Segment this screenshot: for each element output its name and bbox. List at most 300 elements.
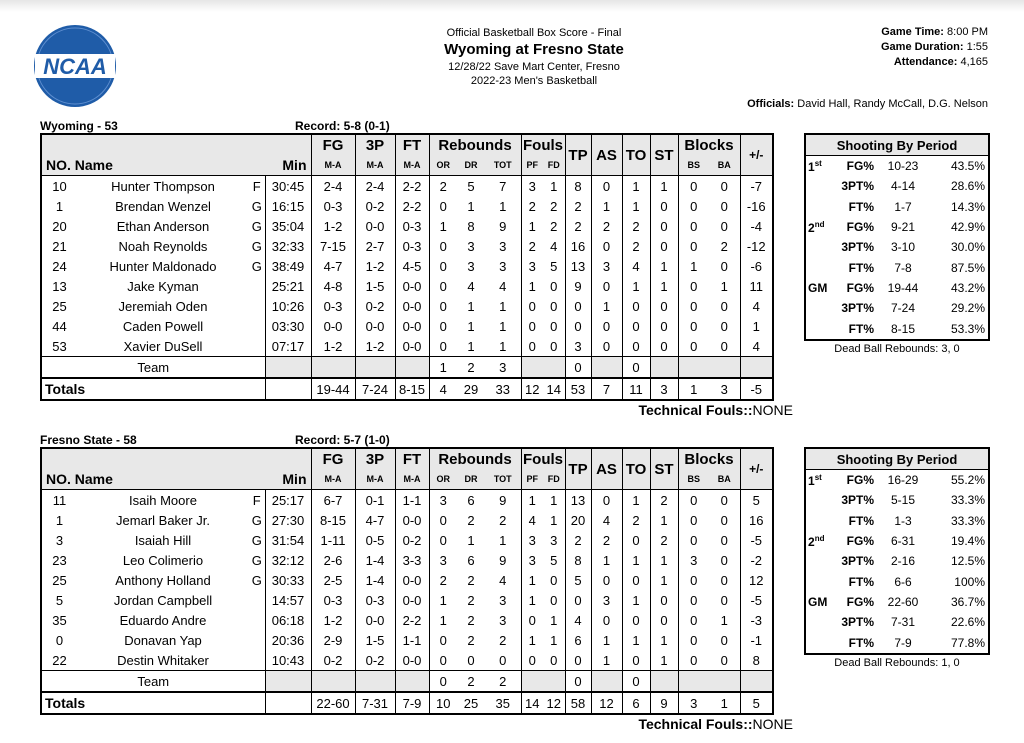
- player-ft: 1-1: [395, 490, 429, 511]
- player-dr: 2: [467, 612, 475, 628]
- player-bs: 0: [678, 316, 709, 336]
- player-as: 0: [591, 276, 622, 296]
- col-header-as: AS: [591, 134, 622, 176]
- player-number: 13: [52, 278, 67, 294]
- col-header-tot: TOT: [485, 469, 521, 490]
- period-stat-label: FT%: [848, 260, 874, 275]
- team-dr: 2: [457, 671, 485, 693]
- player-tp: 0: [565, 590, 591, 610]
- player-fd: 0: [550, 592, 558, 608]
- period-stat-label: FT%: [848, 321, 874, 336]
- player-row: [41, 336, 773, 357]
- player-st: 1: [650, 630, 678, 650]
- player-dr: 5: [467, 178, 475, 194]
- player-dr: 6: [467, 492, 475, 508]
- totals-row: [41, 378, 773, 400]
- totals-pf: 14: [521, 692, 543, 714]
- period-stat-label: 3PT%: [841, 493, 874, 508]
- player-plus-minus: -1: [740, 630, 773, 650]
- player-fd: 2: [550, 198, 558, 214]
- technical-fouls: Technical Fouls::NONE: [638, 716, 793, 732]
- team-record: Record: 5-8 (0-1): [295, 119, 390, 133]
- player-as: 0: [591, 490, 622, 511]
- player-ba: 0: [720, 592, 728, 608]
- player-fd: 0: [550, 298, 558, 314]
- period-stat-label: FG%: [846, 473, 874, 488]
- player-tot: 4: [499, 572, 507, 588]
- player-ba: 1: [720, 278, 728, 294]
- player-3p: 0-2: [355, 196, 395, 216]
- col-header-fouls: Fouls: [521, 448, 565, 469]
- player-fg: 2-9: [311, 630, 355, 650]
- player-plus-minus: 4: [740, 336, 773, 357]
- player-tp: 2: [565, 216, 591, 236]
- player-number: 22: [52, 652, 67, 668]
- period-made-attempted: 2-16: [890, 554, 916, 569]
- player-bs: 3: [678, 550, 709, 570]
- player-ba: 0: [720, 532, 728, 548]
- period-percentage: 43.5%: [950, 159, 985, 174]
- team-header: [40, 433, 792, 447]
- player-or: 0: [429, 196, 457, 216]
- player-or: 2: [429, 176, 457, 197]
- col-header-fd: FD: [543, 155, 565, 176]
- game-title: Wyoming at Fresno State: [444, 41, 624, 58]
- player-tp: 13: [565, 256, 591, 276]
- player-fd: 1: [550, 612, 558, 628]
- period-row: [805, 470, 989, 491]
- totals-tp: 58: [565, 692, 591, 714]
- player-row: [41, 236, 773, 256]
- period-row: [805, 511, 989, 531]
- player-tp: 0: [565, 316, 591, 336]
- player-name: Destin Whitaker: [117, 652, 209, 668]
- player-position: [249, 336, 265, 357]
- player-tot: 0: [499, 652, 507, 668]
- period-row: [805, 197, 989, 217]
- period-label: 2nd: [808, 219, 825, 235]
- col-header-tp: TP: [565, 134, 591, 176]
- player-row: [41, 490, 773, 511]
- player-st: 0: [650, 610, 678, 630]
- totals-3p: 7-31: [355, 692, 395, 714]
- player-name: Jeremiah Oden: [118, 298, 208, 314]
- player-row: [41, 590, 773, 610]
- player-number: 25: [52, 572, 67, 588]
- team-row-label: Team: [41, 357, 265, 379]
- player-number: 0: [55, 632, 64, 648]
- player-name: Ethan Anderson: [116, 218, 210, 234]
- player-plus-minus: 5: [740, 490, 773, 511]
- team-row: [41, 671, 773, 693]
- season-line: 2022-23 Men's Basketball: [470, 75, 598, 87]
- player-st: 1: [650, 570, 678, 590]
- col-header-plus-minus: +/-: [740, 448, 773, 490]
- period-made-attempted: 6-6: [894, 574, 912, 589]
- player-3p: 1-5: [355, 276, 395, 296]
- player-ft: 0-3: [395, 216, 429, 236]
- player-st: 0: [650, 196, 678, 216]
- col-header-ba: BA: [709, 469, 740, 490]
- logo-text: NCAA: [43, 54, 107, 79]
- player-dr: 0: [467, 652, 475, 668]
- player-pf: 3: [521, 176, 543, 197]
- player-min: 14:57: [265, 590, 311, 610]
- player-st: 0: [650, 316, 678, 336]
- team-name-score: Wyoming - 53: [40, 119, 118, 133]
- player-tot: 3: [499, 612, 507, 628]
- player-to: 1: [622, 276, 650, 296]
- period-label: 1st: [808, 472, 822, 488]
- player-number: 1: [55, 512, 64, 528]
- player-name: Isaiah Hill: [134, 532, 192, 548]
- player-fd: 0: [550, 338, 558, 354]
- period-stat-label: 3PT%: [841, 179, 874, 194]
- period-row: [805, 217, 989, 237]
- team-tot: 2: [485, 671, 521, 693]
- team-dr: 2: [457, 357, 485, 379]
- player-fg: 6-7: [311, 490, 355, 511]
- player-fd: 5: [550, 258, 558, 274]
- col-header-plus-minus: +/-: [740, 134, 773, 176]
- col-header-fg: FG: [311, 448, 355, 469]
- col-header-ft: FT: [395, 448, 429, 469]
- player-as: 1: [591, 650, 622, 671]
- player-as: 4: [591, 510, 622, 530]
- player-st: 0: [650, 336, 678, 357]
- player-st: 2: [650, 530, 678, 550]
- period-stat-label: 3PT%: [841, 615, 874, 630]
- player-dr: 2: [467, 592, 475, 608]
- player-plus-minus: -7: [740, 176, 773, 197]
- period-row: [805, 612, 989, 632]
- col-header-fg: FG: [311, 134, 355, 155]
- col-header-fd: FD: [543, 469, 565, 490]
- player-position: [249, 276, 265, 296]
- totals-or: 10: [429, 692, 457, 714]
- player-bs: 0: [678, 296, 709, 316]
- period-percentage: 77.8%: [950, 635, 985, 650]
- team-row-label: Team: [41, 671, 265, 693]
- col-header-tot: TOT: [485, 155, 521, 176]
- player-ft: 0-0: [395, 510, 429, 530]
- player-min: 30:45: [265, 176, 311, 197]
- player-pf: 0: [521, 316, 543, 336]
- player-or: 0: [429, 256, 457, 276]
- period-row: [805, 298, 989, 318]
- player-or: 0: [429, 276, 457, 296]
- period-made-attempted: 8-15: [890, 321, 916, 336]
- player-ba: 1: [720, 612, 728, 628]
- player-tp: 0: [565, 650, 591, 671]
- player-as: 1: [591, 630, 622, 650]
- player-pf: 3: [521, 530, 543, 550]
- period-percentage: 42.9%: [950, 220, 985, 235]
- dead-ball-rebounds: Dead Ball Rebounds: 1, 0: [834, 657, 960, 669]
- period-label: 1st: [808, 158, 822, 174]
- player-3p: 1-2: [355, 256, 395, 276]
- player-tot: 2: [499, 512, 507, 528]
- player-min: 10:43: [265, 650, 311, 671]
- player-row: [41, 630, 773, 650]
- player-dr: 3: [467, 258, 475, 274]
- col-header-blocks: Blocks: [678, 134, 740, 155]
- player-tp: 2: [565, 196, 591, 216]
- player-ft: 0-0: [395, 590, 429, 610]
- col-header-as: AS: [591, 448, 622, 490]
- col-header-pf: PF: [521, 155, 543, 176]
- player-position: F: [252, 178, 261, 194]
- player-to: 1: [622, 550, 650, 570]
- col-header-ft: FT: [395, 134, 429, 155]
- team-block-wyoming: [40, 119, 992, 424]
- player-bs: 0: [678, 236, 709, 256]
- player-min: 32:12: [265, 550, 311, 570]
- player-min: 06:18: [265, 610, 311, 630]
- period-label: GM: [808, 595, 828, 610]
- player-pf: 1: [521, 630, 543, 650]
- period-percentage: 29.2%: [950, 301, 985, 316]
- totals-as: 7: [591, 378, 622, 400]
- player-bs: 0: [678, 276, 709, 296]
- player-pf: 4: [521, 510, 543, 530]
- totals-st: 9: [650, 692, 678, 714]
- attendance: 4,165: [960, 56, 988, 68]
- col-header-fg-ma: M-A: [311, 469, 355, 490]
- period-stat-label: 3PT%: [841, 301, 874, 316]
- period-percentage: 14.3%: [950, 199, 985, 214]
- period-made-attempted: 4-14: [890, 179, 916, 194]
- player-tot: 9: [499, 552, 507, 568]
- player-or: 0: [429, 510, 457, 530]
- player-as: 3: [591, 256, 622, 276]
- col-header-ft-ma: M-A: [395, 469, 429, 490]
- player-bs: 0: [678, 196, 709, 216]
- player-ft: 2-2: [395, 610, 429, 630]
- player-bs: 0: [678, 336, 709, 357]
- player-name: Anthony Holland: [115, 572, 211, 588]
- player-ft: 0-0: [395, 650, 429, 671]
- player-dr: 1: [467, 338, 475, 354]
- player-3p: 1-4: [355, 570, 395, 590]
- player-ft: 0-0: [395, 276, 429, 296]
- player-min: 27:30: [265, 510, 311, 530]
- player-position: [249, 296, 265, 316]
- player-plus-minus: -4: [740, 216, 773, 236]
- player-fd: 0: [550, 278, 558, 294]
- player-as: 2: [591, 216, 622, 236]
- period-stat-label: FT%: [848, 513, 874, 528]
- player-pf: 1: [521, 276, 543, 296]
- player-dr: 1: [467, 532, 475, 548]
- player-to: 2: [622, 236, 650, 256]
- player-tot: 1: [499, 532, 507, 548]
- period-row: [805, 531, 989, 551]
- player-ba: 0: [720, 572, 728, 588]
- col-header-to: TO: [622, 134, 650, 176]
- player-row: [41, 196, 773, 216]
- player-bs: 1: [678, 256, 709, 276]
- team-or: 1: [429, 357, 457, 379]
- player-tp: 20: [565, 510, 591, 530]
- period-row: [805, 257, 989, 277]
- player-position: [249, 610, 265, 630]
- period-row: [805, 592, 989, 612]
- player-ft: 0-3: [395, 236, 429, 256]
- player-fg: 4-8: [311, 276, 355, 296]
- col-header-blocks: Blocks: [678, 448, 740, 469]
- totals-tot: 33: [485, 378, 521, 400]
- player-row: [41, 256, 773, 276]
- ncaa-logo: [33, 24, 117, 108]
- player-min: 03:30: [265, 316, 311, 336]
- player-dr: 1: [467, 198, 475, 214]
- player-to: 2: [622, 216, 650, 236]
- period-row: [805, 571, 989, 591]
- box-score-table: [40, 447, 774, 715]
- player-row: [41, 530, 773, 550]
- player-number: 5: [55, 592, 64, 608]
- player-pf: 3: [521, 256, 543, 276]
- period-stat-label: FG%: [846, 534, 874, 549]
- shooting-by-period-title: Shooting By Period: [805, 448, 989, 470]
- period-made-attempted: 19-44: [887, 280, 919, 295]
- player-pf: 0: [521, 610, 543, 630]
- player-fg: 0-0: [311, 316, 355, 336]
- period-made-attempted: 7-9: [894, 635, 912, 650]
- player-name: Leo Colimerio: [122, 552, 204, 568]
- player-to: 0: [622, 650, 650, 671]
- player-fg: 1-11: [311, 530, 355, 550]
- totals-st: 3: [650, 378, 678, 400]
- player-position: G: [251, 572, 262, 588]
- col-header-rebounds: Rebounds: [429, 134, 521, 155]
- period-stat-label: 3PT%: [841, 554, 874, 569]
- player-row: [41, 176, 773, 197]
- player-or: 2: [429, 570, 457, 590]
- team-header: [40, 119, 792, 133]
- player-name: Isaih Moore: [129, 492, 197, 508]
- col-header-3p: 3P: [355, 134, 395, 155]
- player-fd: 1: [550, 492, 558, 508]
- period-percentage: 53.3%: [950, 321, 985, 336]
- player-as: 0: [591, 316, 622, 336]
- officials: [747, 98, 988, 110]
- player-number: 24: [52, 258, 67, 274]
- player-to: 0: [622, 336, 650, 357]
- player-tp: 13: [565, 490, 591, 511]
- totals-fg: 22-60: [311, 692, 355, 714]
- player-position: G: [251, 532, 262, 548]
- col-header-rebounds: Rebounds: [429, 448, 521, 469]
- player-3p: 2-7: [355, 236, 395, 256]
- team-row: [41, 357, 773, 379]
- player-position: G: [251, 238, 262, 254]
- shooting-by-period-table: [804, 133, 990, 341]
- player-dr: 2: [467, 572, 475, 588]
- shooting-by-period-table: [804, 447, 990, 655]
- totals-tot: 35: [485, 692, 521, 714]
- col-header-dr: DR: [457, 155, 485, 176]
- team-to: 0: [622, 671, 650, 693]
- col-header-3p-ma: M-A: [355, 155, 395, 176]
- player-name: Caden Powell: [122, 318, 204, 334]
- totals-or: 4: [429, 378, 457, 400]
- totals-label: Totals: [41, 692, 265, 714]
- col-header-or: OR: [429, 155, 457, 176]
- player-tp: 8: [565, 550, 591, 570]
- col-header-fouls: Fouls: [521, 134, 565, 155]
- player-fg: 4-7: [311, 256, 355, 276]
- player-plus-minus: 8: [740, 650, 773, 671]
- player-bs: 0: [678, 570, 709, 590]
- player-position: [249, 316, 265, 336]
- player-or: 1: [429, 610, 457, 630]
- period-percentage: 33.3%: [950, 493, 985, 508]
- player-bs: 0: [678, 630, 709, 650]
- player-to: 1: [622, 590, 650, 610]
- period-percentage: 33.3%: [950, 513, 985, 528]
- col-header-dr: DR: [457, 469, 485, 490]
- player-tot: 3: [499, 258, 507, 274]
- player-plus-minus: -16: [740, 196, 773, 216]
- player-fg: 2-6: [311, 550, 355, 570]
- player-fg: 8-15: [311, 510, 355, 530]
- player-ba: 0: [720, 318, 728, 334]
- player-name: Hunter Thompson: [111, 178, 215, 194]
- player-min: 30:33: [265, 570, 311, 590]
- top-shade: [0, 0, 1024, 12]
- player-bs: 0: [678, 590, 709, 610]
- period-stat-label: FT%: [848, 635, 874, 650]
- game-duration: 1:55: [966, 41, 988, 53]
- totals-tp: 53: [565, 378, 591, 400]
- player-or: 0: [429, 650, 457, 671]
- player-name: Donavan Yap: [124, 632, 202, 648]
- player-3p: 0-0: [355, 316, 395, 336]
- player-tot: 3: [499, 592, 507, 608]
- player-min: 31:54: [265, 530, 311, 550]
- player-tot: 2: [499, 632, 507, 648]
- player-position: [249, 630, 265, 650]
- team-tp: 0: [565, 357, 591, 379]
- player-pf: 2: [521, 196, 543, 216]
- period-made-attempted: 3-10: [890, 240, 916, 255]
- period-stat-label: FG%: [846, 159, 874, 174]
- player-name: Eduardo Andre: [119, 612, 207, 628]
- player-or: 1: [429, 216, 457, 236]
- player-fg: 0-3: [311, 196, 355, 216]
- period-row: [805, 278, 989, 298]
- player-ba: 0: [720, 512, 728, 528]
- period-percentage: 28.6%: [950, 179, 985, 194]
- player-dr: 2: [467, 632, 475, 648]
- player-number: 11: [52, 492, 67, 508]
- player-dr: 4: [467, 278, 475, 294]
- totals-bs: 3: [678, 692, 709, 714]
- player-3p: 0-5: [355, 530, 395, 550]
- player-pf: 3: [521, 550, 543, 570]
- period-stat-label: FG%: [846, 220, 874, 235]
- player-as: 0: [591, 570, 622, 590]
- period-row: [805, 176, 989, 196]
- col-header-3p: 3P: [355, 448, 395, 469]
- game-info: [881, 25, 988, 70]
- player-fd: 2: [550, 218, 558, 234]
- player-ft: 0-0: [395, 296, 429, 316]
- player-ba: 0: [720, 198, 728, 214]
- player-as: 0: [591, 176, 622, 197]
